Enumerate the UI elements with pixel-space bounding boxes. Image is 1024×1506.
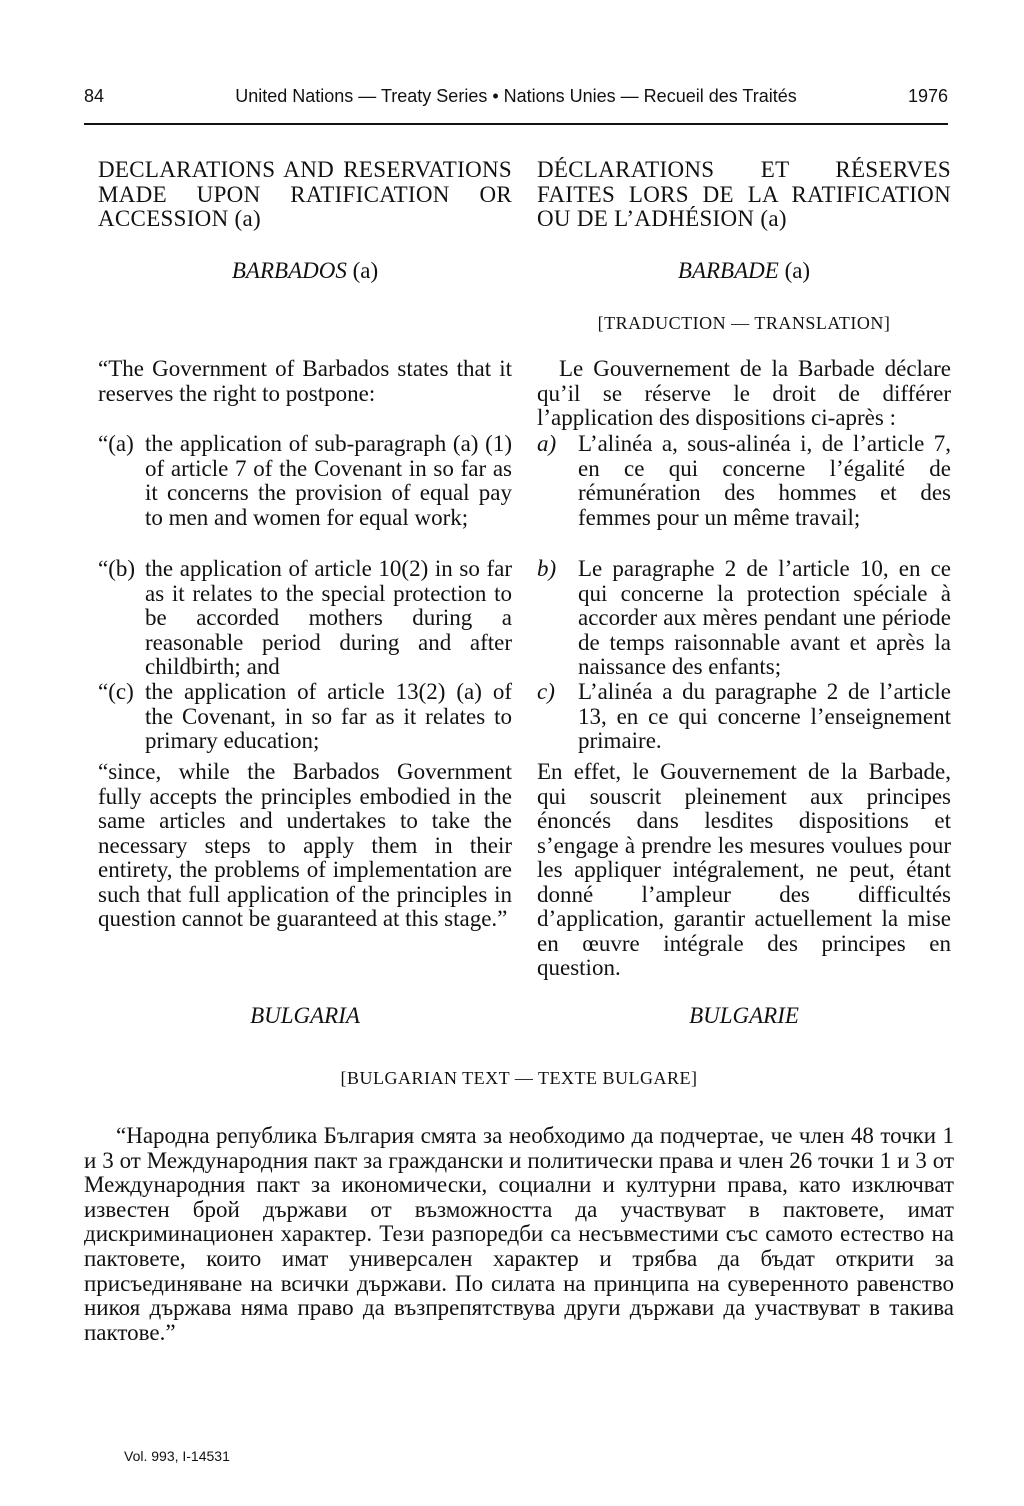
section-title-en: DECLARATIONS AND RESERVATIONS MADE UPON RATIFICATION OR ACCESSION (a) — [98, 157, 512, 231]
header-year: 1976 — [907, 86, 948, 106]
item-text: the application of article 13(2) (a) of the Covenant, in so far as it relates to primary education; — [145, 679, 512, 753]
country-name-en: BARBADOS — [231, 258, 347, 283]
country-heading-bulgaria-fr: BULGARIE — [689, 1003, 799, 1028]
country-heading-fr — [537, 258, 951, 284]
country-note-fr: (a) — [784, 258, 811, 283]
item-marker: a) — [537, 431, 557, 456]
translation-note: [TRADUCTION — TRANSLATION] — [597, 313, 891, 333]
running-header — [84, 86, 948, 116]
item-marker: “(c) — [98, 679, 134, 704]
intro-en: “The Government of Barbados states that it reserves the right to postpone: — [98, 356, 512, 406]
item-text: L’alinéa a, sous-alinéa i, de l’article 7, en ce qui concerne l’égalité de rémunération des hommes et des femmes pour un même travail; — [578, 431, 951, 530]
header-rule — [84, 123, 948, 125]
volume-reference: Vol. 993, I-14531 — [124, 1448, 230, 1464]
country-heading-en — [98, 258, 512, 284]
intro-fr: Le Gouvernement de la Barbade déclare qu’il se réserve le droit de différer l’application des dispositions ci-après : — [537, 356, 951, 430]
page-number: 84 — [84, 86, 105, 106]
item-text: the application of article 10(2) in so far as it relates to the special protection to be accorded mothers during a reasonable period during and after childbirth; and — [145, 556, 512, 679]
item-marker: “(a) — [98, 431, 134, 456]
section-title-fr: DÉCLARATIONS ET RÉSERVES FAITES LORS DE LA RATIFICATION OU DE L’ADHÉSION (a) — [537, 157, 951, 231]
item-text: Le paragraphe 2 de l’article 10, en ce qui concerne la protection spéciale à accorder aux mères pendant une période de temps raisonnable avant et après la naissance des enfants; — [578, 556, 951, 679]
country-name-fr: BARBADE — [677, 258, 779, 283]
closing-fr: En effet, le Gouvernement de la Barbade, qui souscrit pleinement aux principes énoncés dans lesdites dispositions et s’engage à prendre les mesures voulues pour les appliquer intégralement, ne peut, étant donné l’ampleur des difficultés d’application, garantir actuellement la mise en œuvre intégrale des principes en question. — [537, 759, 951, 980]
country-note-en: (a) — [352, 258, 379, 283]
item-marker: b) — [537, 556, 557, 581]
item-text: the application of sub-paragraph (a) (1) of article 7 of the Covenant in so far as it concerns the provision of equal pay to men and women for equal work; — [145, 431, 512, 530]
item-text: L’alinéa a du paragraphe 2 de l’article 13, en ce qui concerne l’enseignement primaire. — [578, 679, 951, 753]
item-marker: c) — [537, 679, 555, 704]
country-heading-bulgaria-en: BULGARIA — [250, 1003, 360, 1028]
bulgarian-text-note: [BULGARIAN TEXT — TEXTE BULGARE] — [340, 1068, 698, 1088]
running-title: United Nations — Treaty Series • Nations Unies — Recueil des Traités — [235, 86, 797, 106]
bulgarian-declaration: “Народна република България смята за необходимо да подчертае, че член 48 точки 1 и 3 от Международния пакт за граждански и политически права и член 26 точки 1 и 3 от Международния пакт за икономически, социални и културни права, като изключват известен брой държави от възможността да участвуват в пактовете, имат дискриминационен характер. Тези разпоредби са несъвместими със самото естество на пактовете, които имат универсален характер и трябва да бъдат открити за присъединяване на всички държави. По силата на принципа на суверенното равенство никоя държава няма право да възпрепятствува други държави да участвуват в такива пактове.” — [84, 1123, 954, 1345]
closing-en: “since, while the Barbados Government fully accepts the principles embodied in the same articles and undertakes to take the necessary steps to apply them in their entirety, the problems of implementation are such that full application of the principles in question cannot be guaranteed at this stage.” — [98, 759, 512, 931]
item-marker: “(b) — [98, 556, 136, 581]
